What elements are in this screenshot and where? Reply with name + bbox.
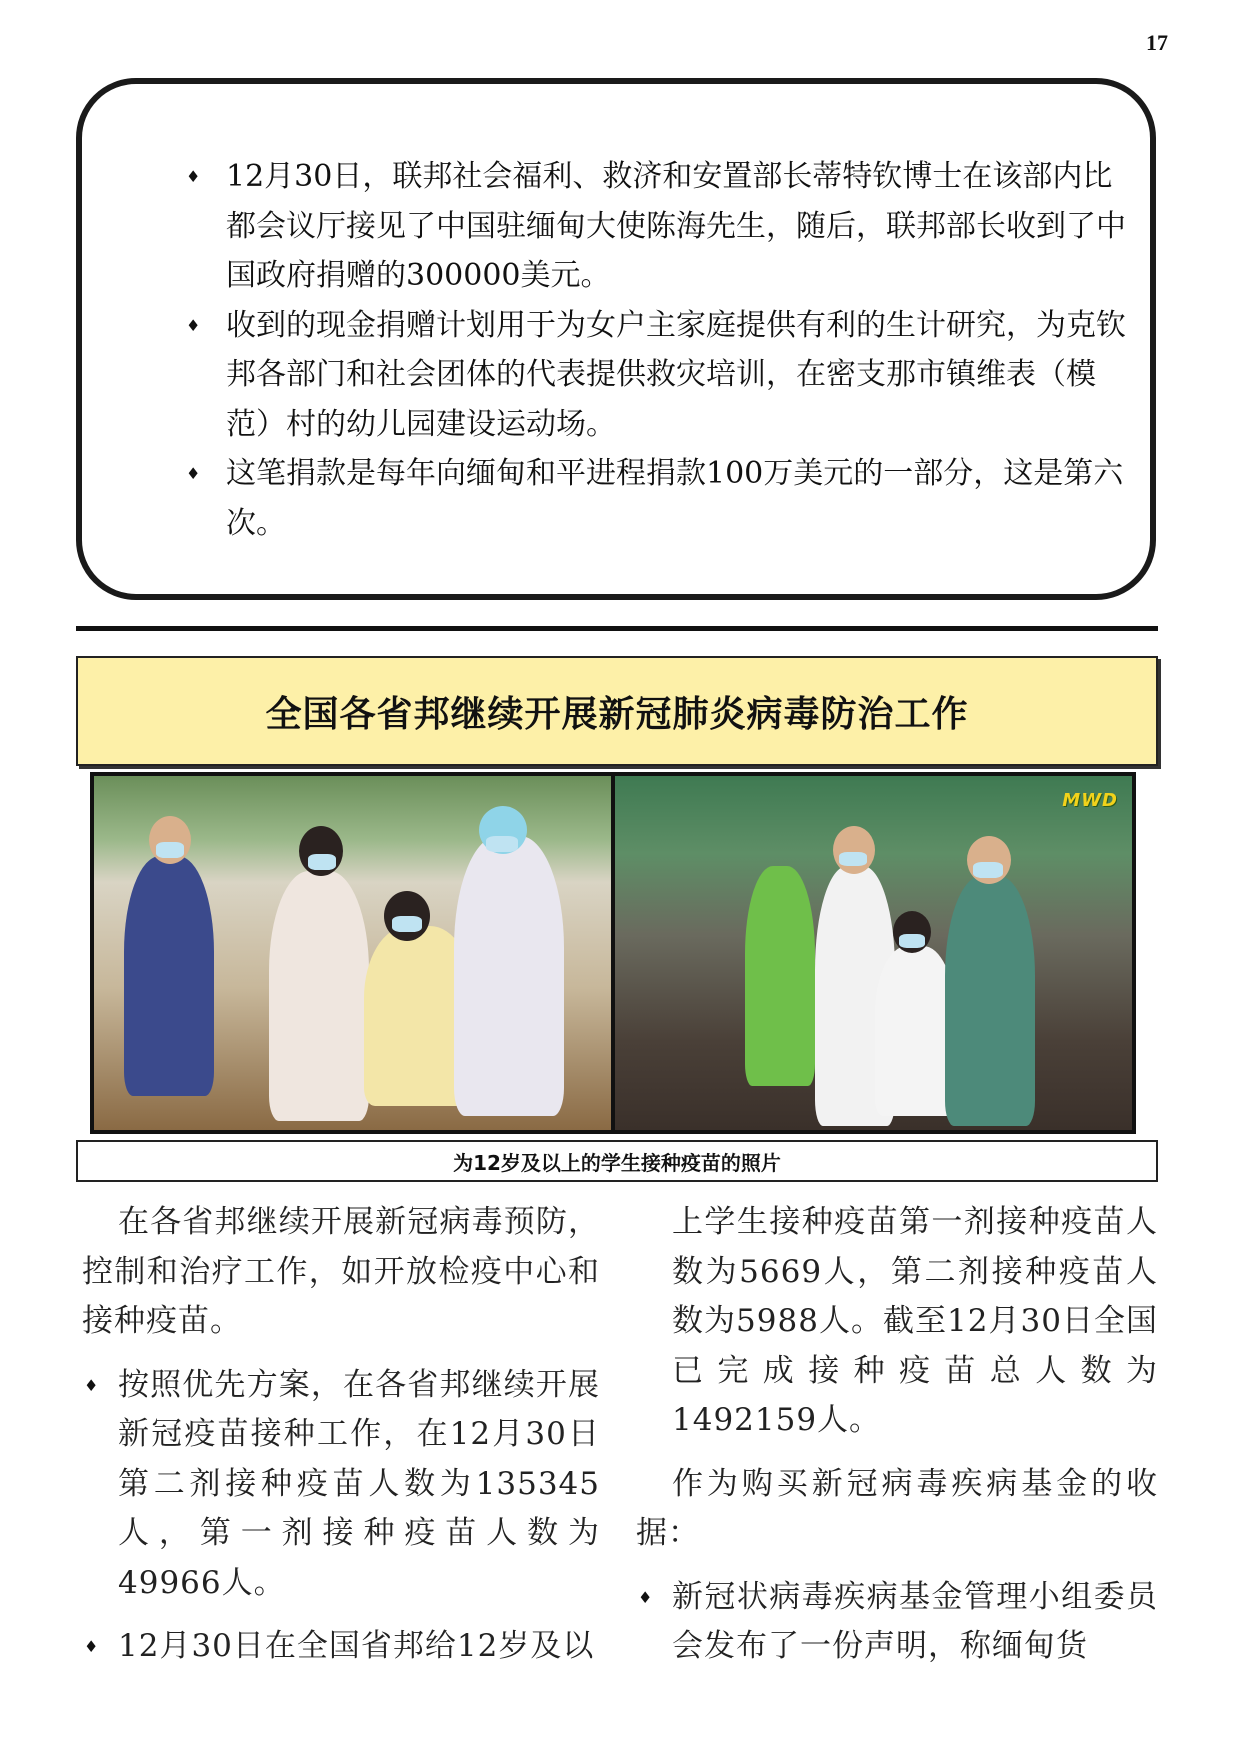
section-divider [76,626,1158,631]
bullet-icon: ♦ [186,464,201,483]
article-right-column [636,1198,1158,1686]
notice-item [106,449,1132,548]
article-bullet-text: 新冠状病毒疾病基金管理小组委员会发布了一份声明，称缅甸货 [672,1578,1158,1664]
article-left-column [82,1198,600,1686]
article-bullet [82,1361,600,1609]
photo-caption: 为12岁及以上的学生接种疫苗的照片 [453,1151,781,1175]
section-title: 全国各省邦继续开展新冠肺炎病毒防治工作 [265,693,969,735]
bullet-icon: ♦ [186,167,201,186]
broadcaster-logo: MWD [1062,790,1118,811]
notice-item-text: 这笔捐款是每年向缅甸和平进程捐款100万美元的一部分，这是第六次。 [226,456,1124,541]
page-number: 17 [1146,30,1168,55]
bullet-icon: ♦ [186,315,201,335]
section-header [76,656,1158,766]
vaccination-photo-left [94,776,611,1130]
article-bullet [82,1622,600,1672]
notice-item [106,152,1132,301]
photo-caption-box [76,1140,1158,1182]
article-intro: 在各省邦继续开展新冠病毒预防，控制和治疗工作，如开放检疫中心和接种疫苗。 [82,1204,600,1339]
bullet-icon: ♦ [84,1375,100,1395]
photo-frame [90,772,1136,1134]
notice-item [106,301,1132,450]
notice-item-text: 12月30日，联邦社会福利、救济和安置部长蒂特钦博士在该部内比都会议厅接见了中国驻缅甸大使陈海先生，随后，联邦部长收到了中国政府捐赠的300000美元。 [226,159,1126,293]
article-paragraph: 作为购买新冠病毒疾病基金的收据： [636,1465,1158,1551]
notice-item-text: 收到的现金捐赠计划用于为女户主家庭提供有利的生计研究，为克钦邦各部门和社会团体的代表提供救灾培训，在密支那市镇维表（模范）村的幼儿园建设运动场。 [226,307,1126,442]
article-continuation: 上学生接种疫苗第一剂接种疫苗人数为5669人，第二剂接种疫苗人数为5988人。截至12月30日全国已完成接种疫苗总人数为1492159人。 [672,1204,1158,1438]
article-bullet-text: 按照优先方案，在各省邦继续开展新冠疫苗接种工作，在12月30日第二剂接种疫苗人数为135345人，第一剂接种疫苗人数为49966人。 [118,1366,600,1601]
notice-list [106,152,1132,548]
vaccination-photo-right [615,776,1132,1130]
notice-box [76,78,1156,600]
article-bullet [636,1573,1158,1672]
bullet-icon: ♦ [638,1587,654,1607]
article-bullet-text: 12月30日在全国省邦给12岁及以 [118,1628,595,1664]
bullet-icon: ♦ [84,1637,100,1656]
